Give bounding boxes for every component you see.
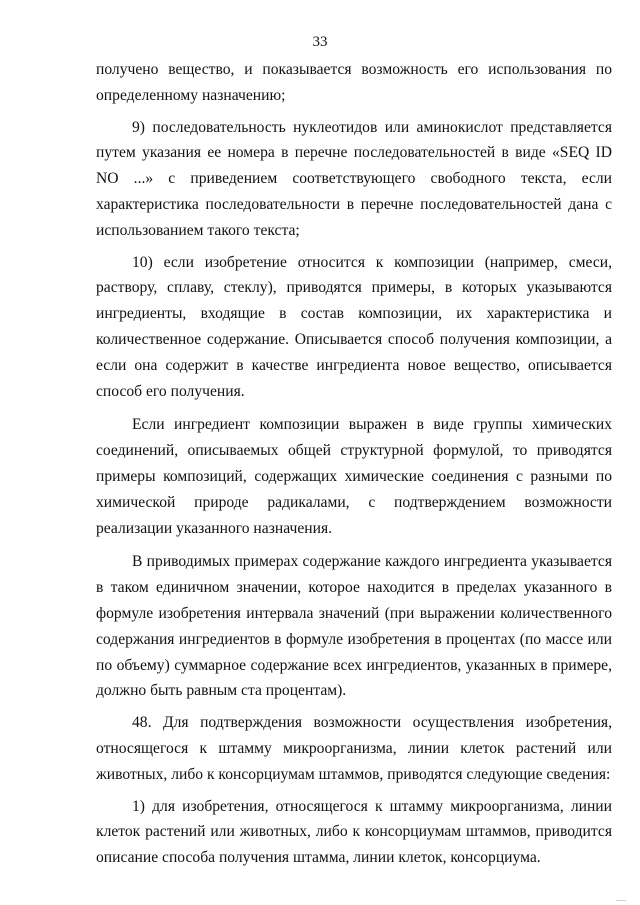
document-body	[96, 57, 612, 871]
paragraph-item-10: 10) если изобретение относится к композиции (например, смеси, раствору, сплаву, стеклу), приводятся примеры, в которых указываются ингредиенты, входящие в состав композиции, их характеристика и количественное содержание. Описывается способ получения композиции, а если она содержит в качестве ингредиента новое вещество, описывается способ его получения.	[96, 253, 612, 400]
paragraph-continuation: получено вещество, и показывается возможность его использования по определенному назначению;	[96, 61, 612, 104]
scan-artifact-mark	[616, 894, 626, 901]
paragraph-section-48: 48. Для подтверждения возможности осуществления изобретения, относящегося к штамму микроорганизма, линии клеток растений или животных, либо к консорциумам штаммов, приводятся следующие сведения:	[96, 714, 612, 783]
page-number: 33	[312, 34, 328, 50]
paragraph-item-1: 1) для изобретения, относящегося к штамму микроорганизма, линии клеток растений или животных, либо к консорциумам штаммов, приводится описание способа получения штамма, линии клеток, консорциума.	[96, 797, 612, 867]
paragraph-item-9: 9) последовательность нуклеотидов или аминокислот представляется путем указания ее номера в перечне последовательностей в виде «SEQ ID NO ...» с приведением соответствующего свободного текста, если характеристика последовательности в перечне последовательностей дана с использованием такого текста;	[96, 118, 612, 239]
paragraph-ingredient-group: Если ингредиент композиции выражен в виде группы химических соединений, описываемых общей структурной формулой, то приводятся примеры композиций, содержащих химические соединения с разными по химической природе радикалами, с подтверждением возможности реализации указанного назначения.	[96, 416, 612, 537]
paragraph-ingredient-content: В приводимых примерах содержание каждого ингредиента указывается в таком единичном значении, которое находится в пределах указанного в формуле изобретения интервала значений (при выражении количественного содержания ингредиентов в формуле изобретения в процентах (по массе или по объему) суммарное содержание всех ингредиентов, указанных в примере, должно быть равным ста процентам).	[96, 553, 612, 700]
